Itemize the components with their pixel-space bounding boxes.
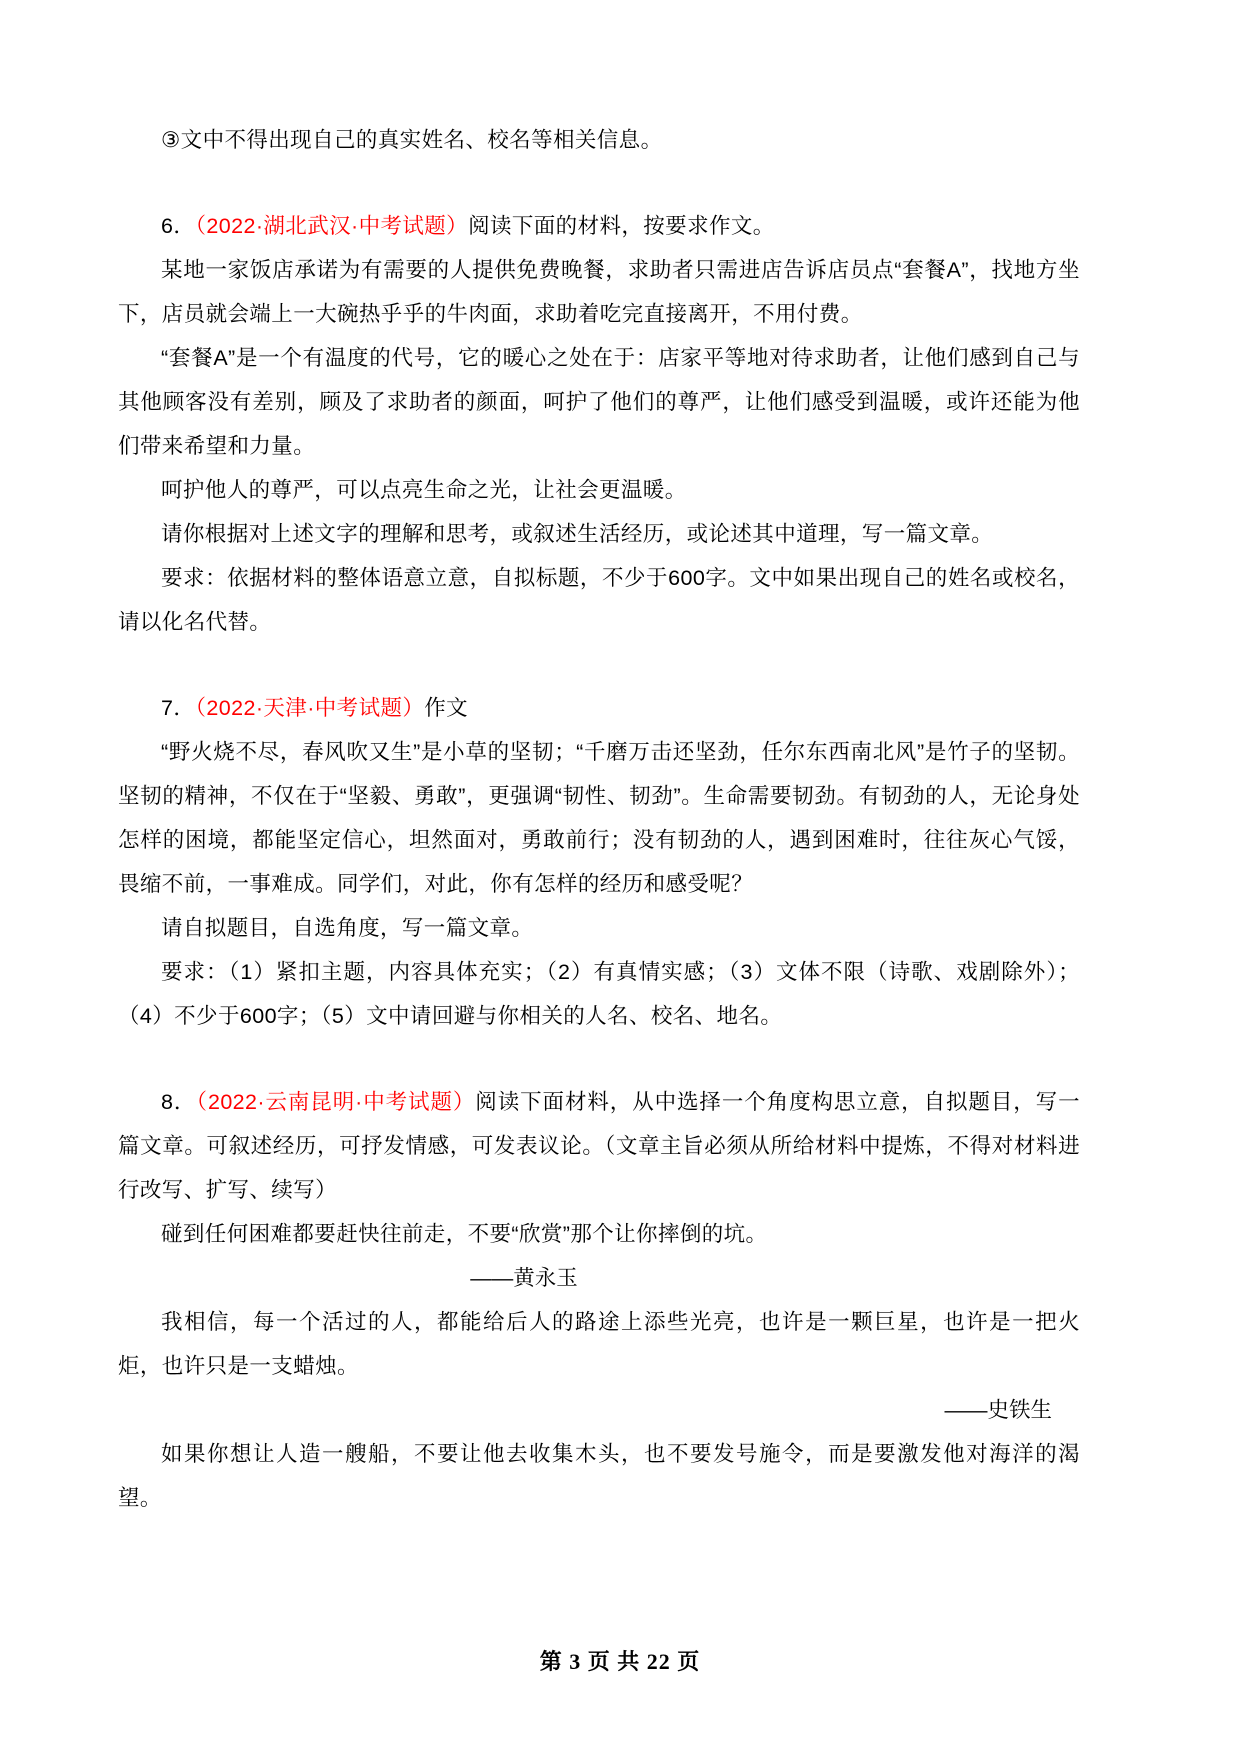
page-content (118, 118, 1080, 1520)
question-6-number: 6． (161, 214, 196, 238)
question-7-number: 7． (161, 696, 196, 720)
question-7-prompt: 作文 (424, 696, 469, 720)
question-6-requirements: 要求：依据材料的整体语意立意，自拟标题，不少于600字。文中如果出现自己的姓名或校名，请以化名代替。 (118, 566, 1080, 634)
question-8-source: （2022·云南昆明·中考试题） (196, 1090, 476, 1114)
question-6-paragraph-1: 某地一家饭店承诺为有需要的人提供免费晚餐，求助者只需进店告诉店员点“套餐A”，找地方坐下，店员就会端上一大碗热乎乎的牛肉面，求助着吃完直接离开，不用付费。 (118, 258, 1080, 326)
question-8-prompt: 阅读下面材料，从中选择一个角度构思立意，自拟题目，写一篇文章。可叙述经历，可抒发情感，可发表议论。（文章主旨必须从所给材料中提炼，不得对材料进行改写、扩写、续写） (118, 1090, 1080, 1202)
question-8-quote-3: 如果你想让人造一艘船，不要让他去收集木头，也不要发号施令，而是要激发他对海洋的渴望。 (118, 1442, 1080, 1510)
question-7-requirements: 要求：（1）紧扣主题，内容具体充实；（2）有真情实感；（3）文体不限（诗歌、戏剧除外）；（4）不少于600字；（5）文中请回避与你相关的人名、校名、地名。 (118, 960, 1080, 1028)
question-8-attribution-1: ——黄永玉 (470, 1266, 578, 1290)
page-footer: 第 3 页 共 22 页 (539, 1649, 701, 1674)
question-7-paragraph-2: 请自拟题目，自选角度，写一篇文章。 (161, 916, 534, 940)
rule-item-3: ③文中不得出现自己的真实姓名、校名等相关信息。 (161, 128, 663, 152)
question-8-quote-1: 碰到任何困难都要赶快往前走，不要“欣赏”那个让你摔倒的坑。 (161, 1222, 768, 1246)
question-6-paragraph-2: “套餐A”是一个有温度的代号，它的暖心之处在于：店家平等地对待求助者，让他们感到自己与其他顾客没有差别，顾及了求助者的颜面，呵护了他们的尊严，让他们感受到温暖，或许还能为他们带来希望和力量。 (118, 346, 1080, 458)
question-8-number: 8． (161, 1090, 197, 1114)
question-6-heading (118, 204, 1080, 248)
question-8-quote-2: 我相信，每一个活过的人，都能给后人的路途上添些光亮，也许是一颗巨星，也许是一把火炬，也许只是一支蜡烛。 (118, 1310, 1080, 1378)
question-8-heading (118, 1080, 1080, 1212)
question-6-paragraph-4: 请你根据对上述文字的理解和思考，或叙述生活经历，或论述其中道理，写一篇文章。 (161, 522, 994, 546)
question-8-attribution-2: ——史铁生 (944, 1398, 1052, 1422)
block-spacer (118, 162, 1080, 204)
question-7-heading (118, 686, 1080, 730)
block-spacer (118, 1038, 1080, 1080)
question-7-paragraph-1: “野火烧不尽，春风吹又生”是小草的坚韧；“千磨万击还坚劲，任尔东西南北风”是竹子的坚韧。坚韧的精神，不仅在于“坚毅、勇敢”，更强调“韧性、韧劲”。生命需要韧劲。有韧劲的人，无论身处怎样的困境，都能坚定信心，坦然面对，勇敢前行；没有韧劲的人，遇到困难时，往往灰心气馁，畏缩不前，一事难成。同学们，对此，你有怎样的经历和感受呢？ (118, 740, 1080, 896)
question-6-paragraph-3: 呵护他人的尊严，可以点亮生命之光，让社会更温暖。 (161, 478, 687, 502)
question-6-source: （2022·湖北武汉·中考试题） (195, 214, 469, 238)
block-spacer (118, 644, 1080, 686)
question-6-prompt: 阅读下面的材料，按要求作文。 (468, 214, 775, 238)
question-7-source: （2022·天津·中考试题） (195, 696, 425, 720)
